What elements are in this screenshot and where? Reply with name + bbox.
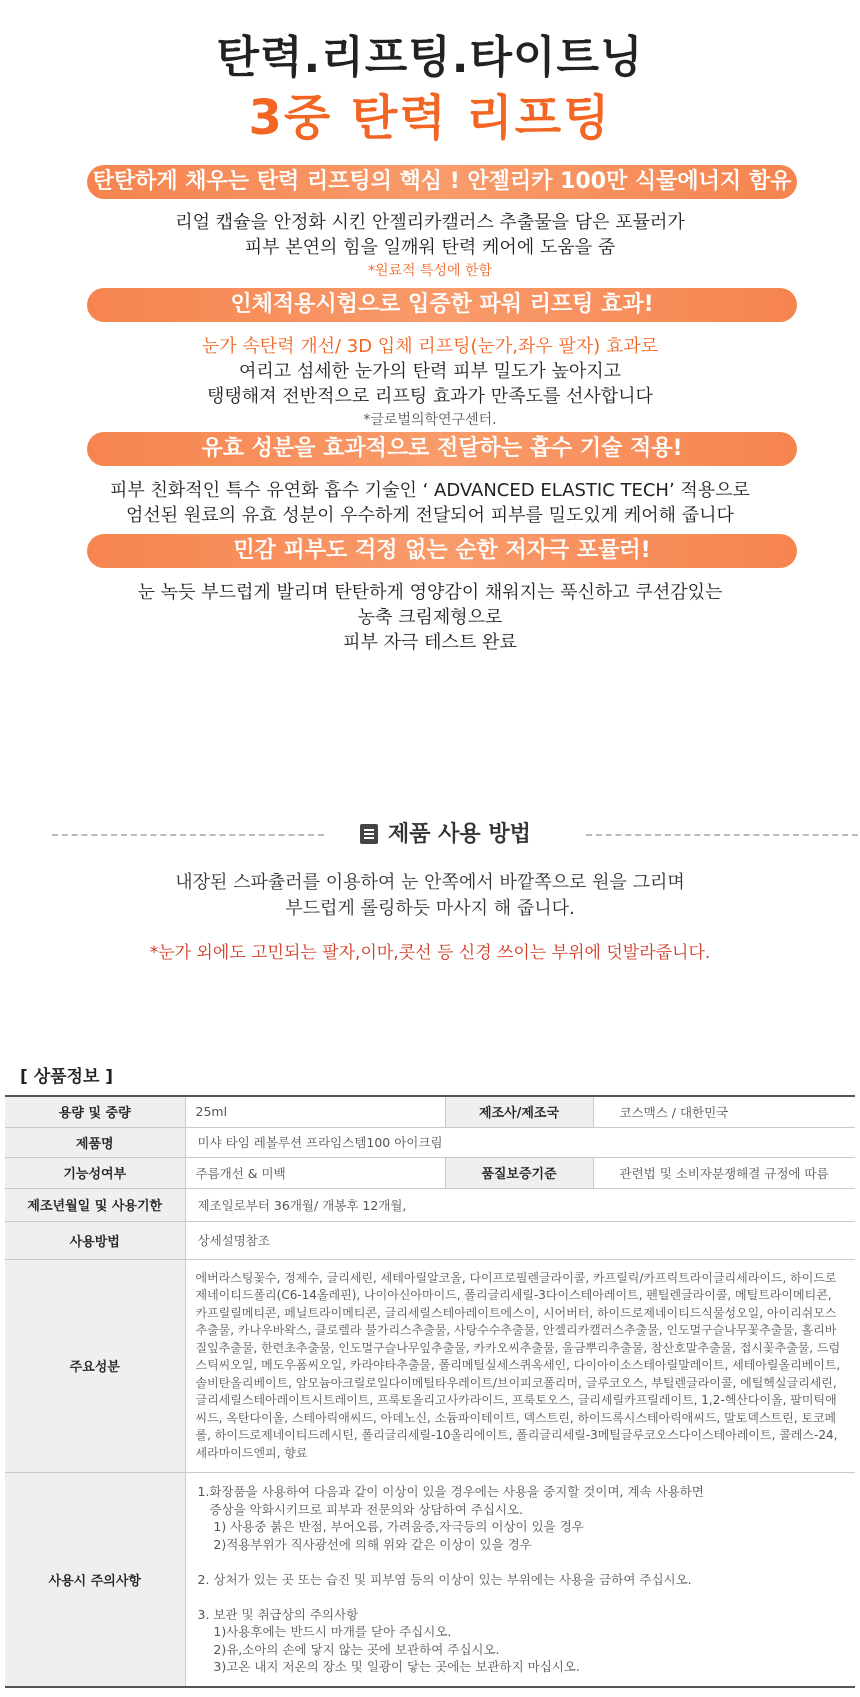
howto-title-text: 제품 사용 방법 — [388, 822, 531, 847]
section-line: 농축 크림제형으로 — [357, 607, 503, 628]
table-row — [5, 1473, 855, 1687]
section-line: 피부 친화적인 특수 유연화 흡수 기술인 ‘ ADVANCED ELASTIC TECH’ 적용으로 — [110, 480, 750, 501]
row-label: 사용시 주의사항 — [5, 1473, 185, 1687]
row-label: 제조사/제조국 — [445, 1096, 593, 1127]
section-banner-4: 민감 피부도 걱정 없는 순한 저자극 포뮬러! — [87, 534, 797, 568]
row-value: 주름개선 & 미백 — [185, 1157, 445, 1188]
caution-line: 3. 보관 및 취급상의 주의사항 — [197, 1606, 359, 1622]
hero-title: 탄력.리프팅.타이트닝 — [216, 32, 644, 83]
section-highlight: 눈가 속탄력 개선/ 3D 입체 리프팅(눈가,좌우 팔자) 효과로 — [201, 336, 659, 357]
section-body-4 — [0, 580, 860, 655]
row-label: 품질보증기준 — [445, 1157, 593, 1188]
row-label: 용량 및 중량 — [5, 1096, 185, 1127]
caution-line: 1.화장품을 사용하여 다음과 같이 이상이 있을 경우에는 사용을 중지할 것이며, 계속 사용하면 — [197, 1484, 704, 1499]
section-banner-1: 탄탄하게 채우는 탄력 리프팅의 핵심 ! 안젤리카 100만 식물에너지 함유 — [87, 165, 797, 199]
row-label: 기능성여부 — [5, 1157, 185, 1188]
section-line: 눈 녹듯 부드럽게 발리며 탄탄하게 영양감이 채워지는 푹신하고 쿠션감있는 — [137, 582, 723, 603]
section-banner-3: 유효 성분을 효과적으로 전달하는 흡수 기술 적용! — [87, 432, 797, 466]
section-body-3 — [0, 478, 860, 528]
section-body-1 — [0, 210, 860, 282]
cautions-text — [185, 1473, 855, 1687]
row-value: 코스맥스 / 대한민국 — [593, 1096, 855, 1127]
section-line: 엄선된 원료의 유효 성분이 우수하게 전달되어 피부를 밀도있게 케어해 줍니다 — [126, 505, 734, 526]
section-line: 피부 본연의 힘을 일깨워 탄력 케어에 도움을 줌 — [244, 237, 616, 258]
product-info-table — [5, 1095, 855, 1688]
ingredients-text: 에버라스팅꽃수, 정제수, 글리세린, 세테아릴알코올, 다이프로필렌글라이콜, 카프릴릭/카프릭트라이글리세라이드, 하이드로제네이티드폴리(C6-14올레핀), 나이아신아마이드, 폴리글리세릴-3다이스테아레이트, 펜틸렌글라이콜, 메틸트라이메티콘, 카프릴릴메티콘, 페닐트라이메티콘, 글리세릴스테아레이트에스이, 시어버터, 하이드로제네이티드식물성오일, 아이리쉬모스추출물, 카나우바왁스, 클로렐라 불가리스추출물, 사탕수수추출물, 안젤리카캘러스추출물, 인도멀구슬나무꽃추출물, 홀리바질잎추출물, 한련초추출물, 인도멀구슬나무잎추출물, 카카오씨추출물, 울금뿌리추출물, 참산호말추출물, 접시꽃추출물, 드럼스틱씨오일, 메도우폼씨오일, 카라야타추출물, 폴리메틸실세스퀴옥세인, 다이아이소스테아릴말레이트, 세테아릴올리베이트, 솔비탄올리베이트, 암모늄아크릴로일다이메틸타우레이트/브이피코폴리머, 글루코오스, 부틸렌글라이콜, 에틸헥실글리세린, 글리세릴스테아레이트시트레이트, 프룩토올리고사카라이드, 프룩토오스, 글리세릴카프릴레이트, 1,2-헥산다이올, 팔미틱애씨드, 옥탄다이올, 스테아릭애씨드, 아데노신, 소듐파이테이트, 덱스트린, 하이드록시스테아릭애씨드, 말토덱스트린, 토코페롤, 하이드로제네이티드레시틴, 폴리글리세릴-10올리에이트, 폴리글리세릴-3메틸글루코오스다이스테아레이트, 콜레스-24, 세라마이드엔피, 향료 — [185, 1259, 855, 1473]
section-line: 여리고 섬세한 눈가의 탄력 피부 밀도가 높아지고 — [238, 361, 622, 382]
section-line: 피부 자극 테스트 완료 — [343, 632, 517, 653]
hero-subtitle: 3중 탄력 리프팅 — [248, 90, 612, 146]
section-note: *원료적 특성에 한함 — [367, 263, 493, 279]
caution-line: 2. 상처가 있는 곳 또는 습진 및 피부염 등의 이상이 있는 부위에는 사용을 금하여 주십시오. — [197, 1571, 692, 1587]
row-value: 상세설명참조 — [185, 1221, 855, 1259]
caution-line — [198, 1553, 844, 1571]
hero — [0, 30, 860, 148]
howto-line: 내장된 스파츌러를 이용하여 눈 안쪽에서 바깥쪽으로 원을 그리며 — [175, 872, 685, 893]
row-value: 25ml — [185, 1096, 445, 1127]
section-body-2 — [0, 334, 860, 431]
table-row — [5, 1188, 855, 1221]
row-label: 제품명 — [5, 1127, 185, 1157]
caution-line: 2)유,소아의 손에 닿지 않는 곳에 보관하여 주십시오. — [197, 1641, 500, 1657]
row-value: 관련법 및 소비자분쟁해결 규정에 따름 — [593, 1157, 855, 1188]
document-icon — [360, 824, 378, 844]
section-banner-2: 인체적용시험으로 입증한 파워 리프팅 효과! — [87, 288, 797, 322]
howto-body — [0, 870, 860, 966]
table-row — [5, 1096, 855, 1127]
howto-warning: *눈가 외에도 고민되는 팔자,이마,콧선 등 신경 쓰이는 부위에 덧발라줍니다. — [149, 943, 711, 963]
row-label: 주요성분 — [5, 1259, 185, 1473]
caution-line — [198, 1588, 844, 1606]
caution-line: 2)적용부위가 직사광선에 의해 위와 같은 이상이 있을 경우 — [197, 1536, 532, 1552]
row-label: 사용방법 — [5, 1221, 185, 1259]
caution-line: 증상을 악화시키므로 피부과 전문의와 상담하여 주십시오. — [197, 1501, 524, 1517]
caution-line: 3)고온 내지 저온의 장소 및 일광이 닿는 곳에는 보관하지 마십시오. — [197, 1659, 580, 1674]
divider — [586, 834, 858, 836]
section-line: 리얼 캡슐을 안정화 시킨 안젤리카캘러스 추출물을 담은 포뮬러가 — [175, 212, 685, 233]
caution-line: 1)사용후에는 반드시 마개를 닫아 주십시오. — [197, 1624, 452, 1639]
table-row — [5, 1259, 855, 1473]
section-line: 탱탱해져 전반적으로 리프팅 효과가 만족도를 선사합니다 — [207, 386, 653, 407]
howto-title — [360, 820, 550, 850]
row-label: 제조년월일 및 사용기한 — [5, 1188, 185, 1221]
table-row — [5, 1127, 855, 1157]
product-info-label: [ 상품정보 ] — [20, 1067, 114, 1087]
table-row — [5, 1157, 855, 1188]
howto-line: 부드럽게 롤링하듯 마사지 해 줍니다. — [285, 898, 575, 919]
table-row — [5, 1221, 855, 1259]
divider — [52, 834, 324, 836]
row-value: 미샤 타임 레볼루션 프라임스템100 아이크림 — [185, 1127, 855, 1157]
row-value: 제조일로부터 36개월/ 개봉후 12개월, — [185, 1188, 855, 1221]
caution-line: 1) 사용중 붉은 반점, 부어오름, 가려움증,자극등의 이상이 있을 경우 — [197, 1519, 584, 1534]
howto-header — [0, 820, 860, 850]
section-note: *글로벌의학연구센터. — [363, 412, 497, 428]
